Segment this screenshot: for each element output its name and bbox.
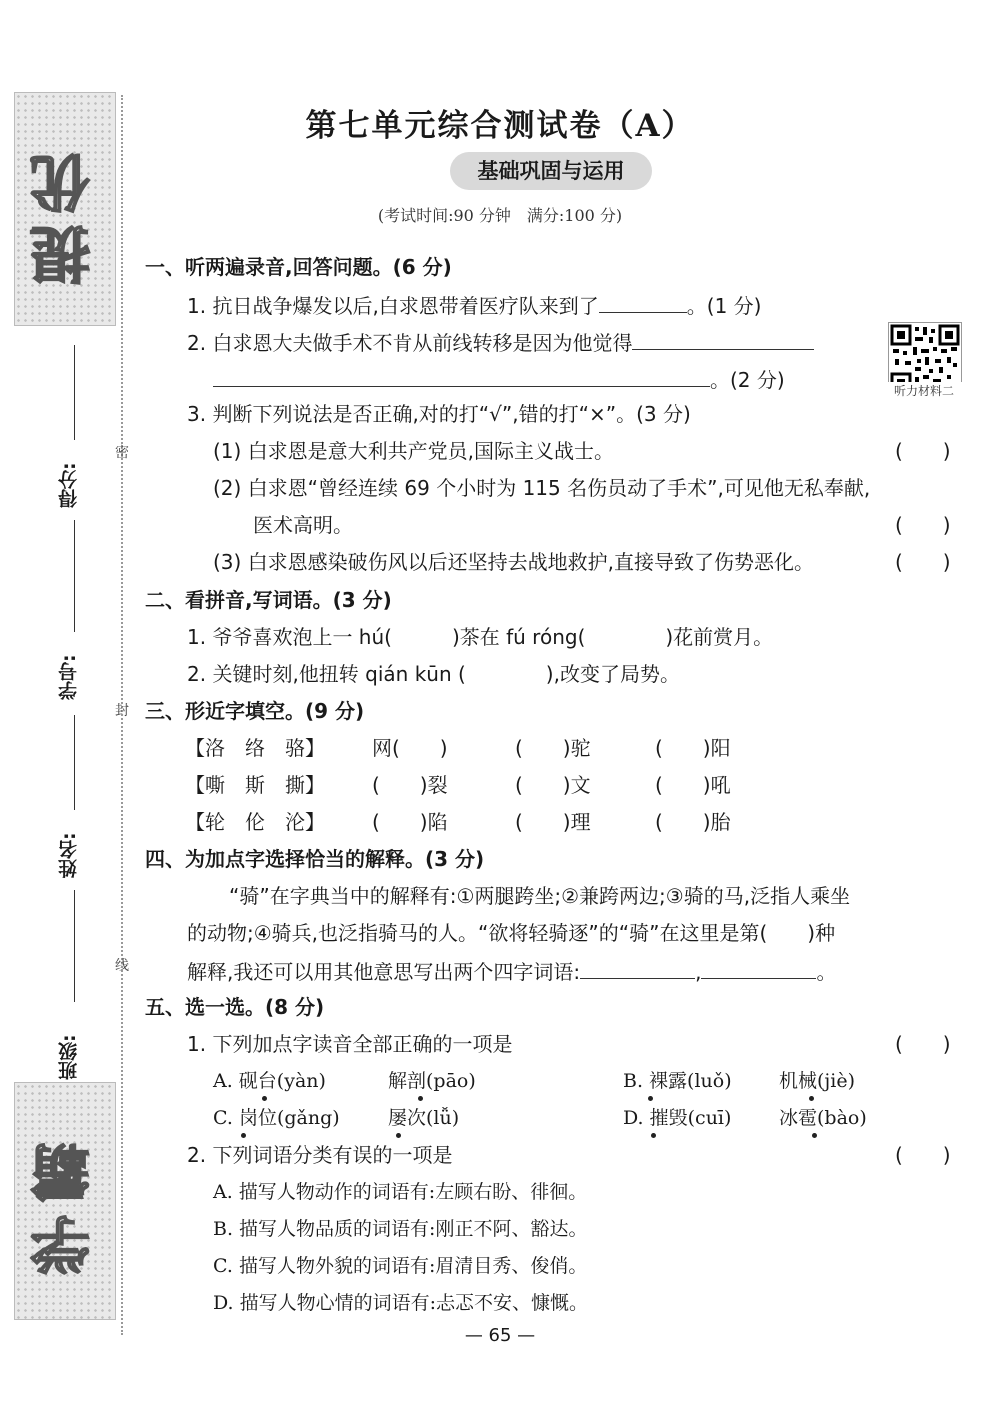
- q4-line3-text: 解释,我还可以用其他意思写出两个四字词语:: [187, 960, 581, 984]
- q1-item2-score: 。(2 分): [710, 368, 785, 392]
- q1-item2-blank-b[interactable]: [213, 364, 710, 387]
- q1-item1: [187, 290, 761, 320]
- q4-heading: 四、为加点字选择恰当的解释。(3 分): [145, 847, 485, 871]
- q1-item3: 3. 判断下列说法是否正确,对的打“√”,错的打“×”。(3 分): [187, 402, 691, 426]
- q5-opt-b-word1[interactable]: B. 裸露(luǒ): [623, 1070, 732, 1092]
- q2-item1: 1. 爷爷喜欢泡上一 hú( )茶在 fú róng( )花前赏月。: [187, 625, 774, 649]
- seal-char-mi: 密: [115, 445, 129, 461]
- q5-item2-answer[interactable]: ( ): [895, 1143, 951, 1167]
- q5-item2-opt-d[interactable]: D. 描写人物心情的词语有:忐忑不安、慷慨。: [213, 1292, 589, 1314]
- q3-row2-group: 【嘶 斯 撕】: [185, 773, 325, 797]
- q1-sub2: (2) 白求恩“曾经连续 69 个小时为 115 名伤员动了手术”,可见他无私奉献,: [213, 476, 871, 500]
- top-band-text: 提优: [30, 141, 100, 285]
- qr-caption: 听力材料二: [878, 382, 970, 399]
- emphasis-dot: [809, 1096, 814, 1101]
- q5-opt-a-word2: 解剖(pāo): [388, 1070, 476, 1092]
- emphasis-dot: [262, 1096, 267, 1101]
- class-field-line[interactable]: [74, 890, 75, 1002]
- q3-row3-c[interactable]: ( )胎: [655, 810, 731, 834]
- q3-row3-group: 【轮 伦 沦】: [185, 810, 325, 834]
- q1-sub2-cont: 医术高明。: [253, 513, 353, 537]
- class-field-label: 班级:: [58, 1034, 80, 1080]
- q1-sub1-answer[interactable]: ( ): [895, 439, 951, 463]
- score-field-line[interactable]: [74, 345, 75, 440]
- q1-item2-text: 2. 白求恩大夫做手术不肯从前线转移是因为他觉得: [187, 331, 633, 355]
- q4-word-blank-1[interactable]: [580, 956, 695, 979]
- q4-word-blank-2[interactable]: [701, 956, 816, 979]
- q5-opt-c-word1[interactable]: C. 岗位(gǎng): [213, 1107, 340, 1129]
- q5-item1-answer[interactable]: ( ): [895, 1032, 951, 1056]
- q5-heading: 五、选一选。(8 分): [145, 995, 325, 1019]
- q1-item1-blank[interactable]: [599, 290, 687, 313]
- q3-heading: 三、形近字填空。(9 分): [145, 699, 365, 723]
- q2-heading: 二、看拼音,写词语。(3 分): [145, 588, 392, 612]
- section-pill: 基础巩固与运用: [450, 152, 652, 190]
- page-number: — 65 —: [464, 1325, 536, 1346]
- q1-sub1: (1) 白求恩是意大利共产党员,国际主义战士。: [213, 439, 615, 463]
- emphasis-dot: [241, 1133, 246, 1138]
- q2-item2: 2. 关键时刻,他扭转 qián kūn ( ),改变了局势。: [187, 662, 680, 686]
- q5-item2-opt-b[interactable]: B. 描写人物品质的词语有:刚正不阿、豁达。: [213, 1218, 588, 1240]
- q1-item1-score: 。(1 分): [686, 294, 762, 318]
- q3-row2-a[interactable]: ( )裂: [372, 773, 448, 797]
- q5-opt-b-word2: 机械(jiè): [779, 1070, 856, 1092]
- score-field-label: 得分:: [58, 462, 80, 508]
- q4-period: 。: [816, 960, 837, 984]
- q3-row2-b[interactable]: ( )文: [515, 773, 591, 797]
- emphasis-dot: [812, 1133, 817, 1138]
- page-title: 第七单元综合测试卷（A）: [305, 108, 695, 144]
- bottom-decor-band: [14, 1082, 116, 1320]
- q3-row1-b[interactable]: ( )驼: [515, 736, 591, 760]
- q5-opt-d-word2: 冰雹(bào): [779, 1107, 867, 1129]
- q1-item2-blank-a[interactable]: [632, 327, 814, 350]
- exam-info: (考试时间:90 分钟 满分:100 分): [377, 206, 623, 225]
- q5-item1: 1. 下列加点字读音全部正确的一项是: [187, 1032, 513, 1056]
- emphasis-dot: [396, 1133, 401, 1138]
- q1-sub2-answer[interactable]: ( ): [895, 513, 951, 537]
- q1-heading: 一、听两遍录音,回答问题。(6 分): [145, 255, 452, 279]
- q3-row1-c[interactable]: ( )阳: [655, 736, 731, 760]
- q1-item2-cont: [213, 364, 785, 394]
- emphasis-dot: [651, 1133, 656, 1138]
- q4-line2: 的动物;④骑兵,也泛指骑马的人。“欲将轻骑逐”的“骑”在这里是第( )种: [187, 921, 836, 945]
- q1-sub3-answer[interactable]: ( ): [895, 550, 951, 574]
- seal-char-xian: 线: [115, 958, 129, 974]
- emphasis-dot: [648, 1096, 653, 1101]
- q5-item2-opt-a[interactable]: A. 描写人物动作的词语有:左顾右盼、徘徊。: [213, 1181, 588, 1203]
- seal-char-feng: 封: [115, 703, 129, 719]
- q5-item2: 2. 下列词语分类有误的一项是: [187, 1143, 453, 1167]
- bottom-band-text: 学霸: [30, 1131, 100, 1275]
- q3-row3-b[interactable]: ( )理: [515, 810, 591, 834]
- q3-row1-a[interactable]: 网( ): [372, 736, 448, 760]
- q5-opt-a-word1[interactable]: A. 砚台(yàn): [213, 1070, 326, 1092]
- emphasis-dot: [418, 1096, 423, 1101]
- q3-row1-group: 【洛 络 骆】: [185, 736, 325, 760]
- q5-item2-opt-c[interactable]: C. 描写人物外貌的词语有:眉清目秀、俊俏。: [213, 1255, 588, 1277]
- q4-line1: “骑”在字典当中的解释有:①两腿跨坐;②兼跨两边;③骑的马,泛指人乘坐: [229, 884, 851, 908]
- name-field-line[interactable]: [74, 715, 75, 810]
- q5-opt-d-word1[interactable]: D. 摧毁(cuī): [623, 1107, 732, 1129]
- q4-comma: ,: [695, 960, 702, 984]
- q1-item1-text: 1. 抗日战争爆发以后,白求恩带着医疗队来到了: [187, 294, 599, 318]
- q3-row2-c[interactable]: ( )吼: [655, 773, 731, 797]
- name-field-label: 姓名:: [58, 832, 80, 878]
- student-id-field-label: 学号:: [58, 654, 80, 700]
- q4-line3: [187, 956, 836, 986]
- q1-sub3: (3) 白求恩感染破伤风以后还坚持去战地救护,直接导致了伤势恶化。: [213, 550, 815, 574]
- student-id-field-line[interactable]: [74, 520, 75, 632]
- q5-opt-c-word2: 屡次(lǚ): [388, 1107, 460, 1129]
- q3-row3-a[interactable]: ( )陷: [372, 810, 448, 834]
- q1-item2: [187, 327, 814, 357]
